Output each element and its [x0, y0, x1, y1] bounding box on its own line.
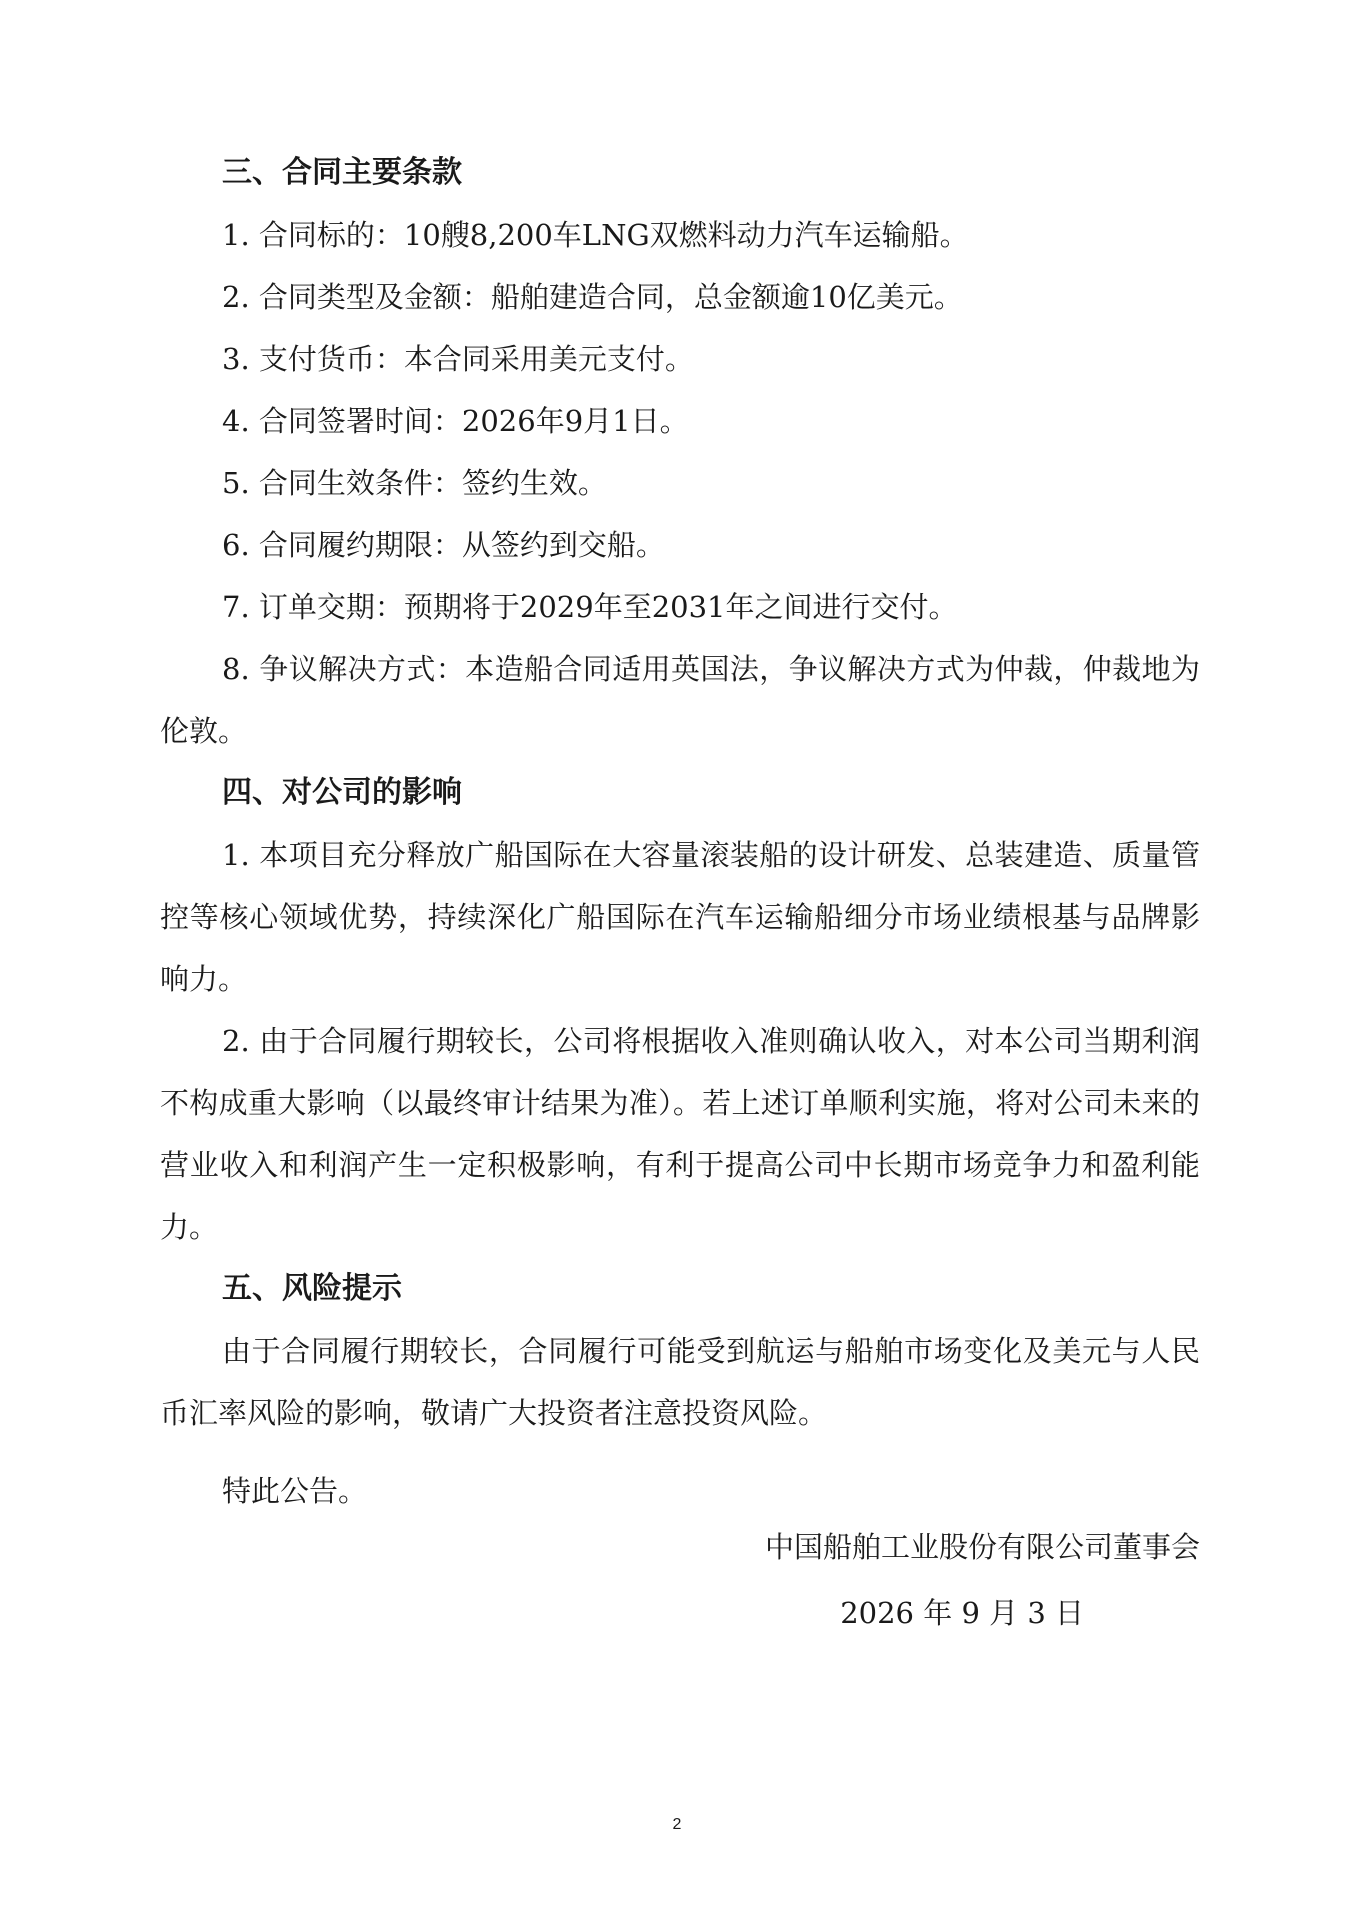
signature-date: 2026 年 9 月 3 日: [840, 1596, 1084, 1630]
section-heading-risk-warning: 五、风险提示: [222, 1271, 402, 1306]
document-body: [160, 142, 1200, 1522]
spacer: [160, 1444, 1200, 1460]
term-item: 2. 合同类型及金额：船舶建造合同，总金额逾10亿美元。: [222, 280, 963, 314]
term-item-dispute-resolution: 8. 争议解决方式：本造船合同适用英国法，争议解决方式为仲裁，仲裁地为伦敦。: [160, 652, 1200, 748]
term-item: 5. 合同生效条件：签约生效。: [222, 466, 607, 500]
term-item: 4. 合同签署时间：2026年9月1日。: [222, 404, 689, 438]
section-heading-contract-terms: 三、合同主要条款: [222, 155, 462, 190]
closing-statement: 特此公告。: [222, 1474, 368, 1508]
signature-organization: 中国船舶工业股份有限公司董事会: [764, 1530, 1200, 1564]
term-item: 6. 合同履约期限：从签约到交船。: [222, 528, 665, 562]
term-item: 3. 支付货币：本合同采用美元支付。: [222, 342, 694, 376]
risk-paragraph: 由于合同履行期较长，合同履行可能受到航运与船舶市场变化及美元与人民币汇率风险的影响，敬请广大投资者注意投资风险。: [160, 1334, 1200, 1430]
impact-paragraph: 1. 本项目充分释放广船国际在大容量滚装船的设计研发、总装建造、质量管控等核心领域优势，持续深化广船国际在汽车运输船细分市场业绩根基与品牌影响力。: [160, 838, 1200, 996]
section-heading-company-impact: 四、对公司的影响: [222, 775, 462, 810]
impact-paragraph: 2. 由于合同履行期较长，公司将根据收入准则确认收入，对本公司当期利润不构成重大影响（以最终审计结果为准）。若上述订单顺利实施，将对公司未来的营业收入和利润产生一定积极影响，有利于提高公司中长期市场竞争力和盈利能力。: [160, 1024, 1200, 1244]
term-item: 7. 订单交期：预期将于2029年至2031年之间进行交付。: [222, 590, 958, 624]
page-number: 2: [672, 1816, 682, 1833]
term-item: 1. 合同标的：10艘8,200车LNG双燃料动力汽车运输船。: [222, 218, 969, 252]
